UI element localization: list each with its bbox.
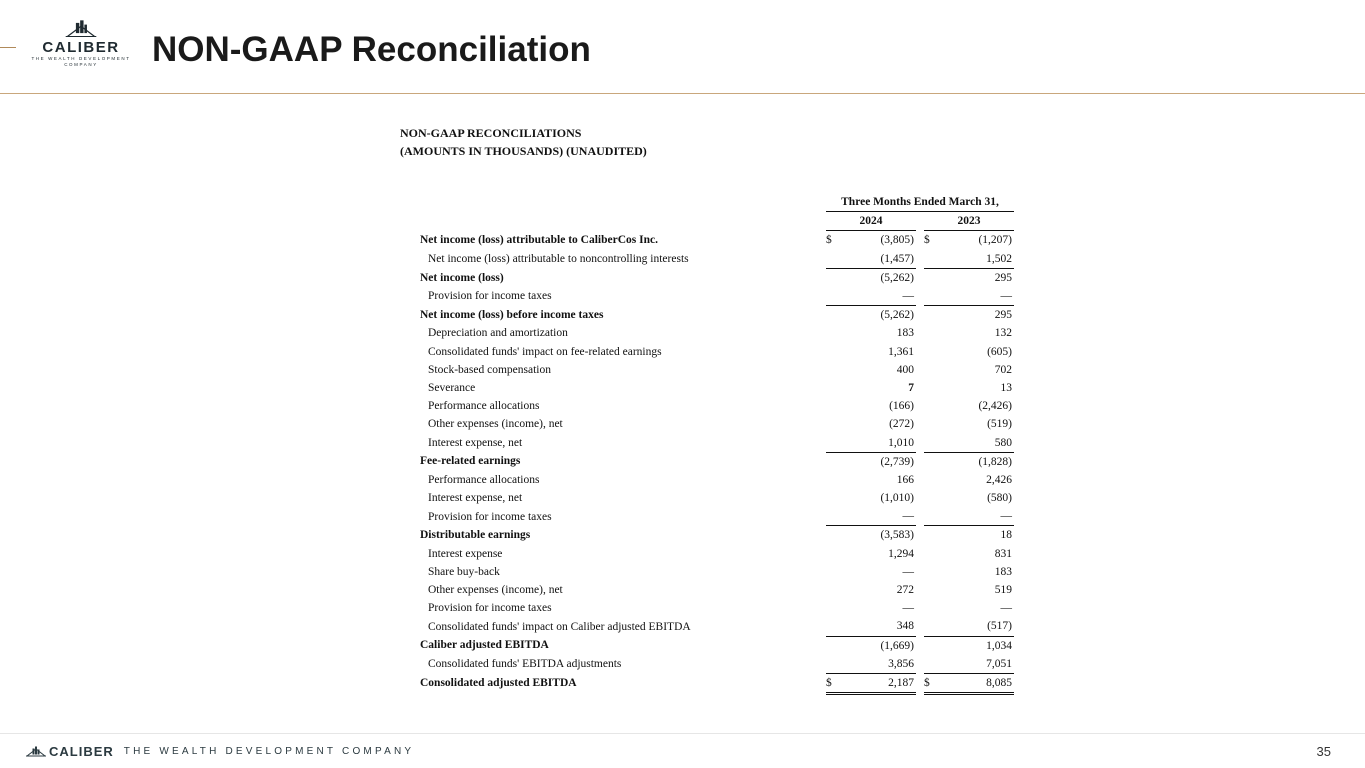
currency-symbol — [826, 287, 838, 306]
header-divider — [0, 93, 1365, 94]
value-2024: 166 — [896, 473, 914, 486]
value-2023: (2,426) — [978, 400, 1012, 413]
row-label: Interest expense, net — [428, 492, 523, 505]
currency-symbol — [826, 397, 838, 415]
footer-tagline: THE WEALTH DEVELOPMENT COMPANY — [123, 745, 415, 757]
currency-symbol — [924, 636, 936, 655]
row-label: Distributable earnings — [420, 529, 531, 542]
value-2023: — — [1000, 602, 1012, 615]
table-row — [418, 636, 1014, 655]
currency-symbol — [924, 471, 936, 489]
row-label: Consolidated funds' EBITDA adjustments — [428, 658, 622, 671]
value-2023: (580) — [987, 492, 1012, 505]
currency-symbol — [826, 617, 838, 636]
row-label: Provision for income taxes — [428, 510, 552, 523]
row-label: Consolidated funds' impact on fee-related earnings — [428, 345, 662, 358]
currency-symbol — [924, 563, 936, 581]
table-row — [418, 673, 1014, 693]
table-row — [418, 433, 1014, 452]
value-2024: 3,856 — [838, 655, 916, 674]
table-row — [418, 526, 1014, 545]
currency-symbol — [924, 268, 936, 287]
table-row — [418, 599, 1014, 617]
currency-symbol — [924, 489, 936, 507]
value-2023: 580 — [936, 433, 1014, 452]
value-2023: 295 — [994, 309, 1012, 322]
currency-symbol — [826, 526, 838, 545]
currency-symbol — [826, 268, 838, 287]
currency-symbol — [826, 563, 838, 581]
table-row — [418, 655, 1014, 674]
value-2024: 272 — [896, 584, 914, 597]
currency-symbol — [826, 655, 838, 674]
table-row — [418, 545, 1014, 563]
currency-symbol — [826, 452, 838, 471]
value-2023: 1,502 — [936, 250, 1014, 269]
value-2024: (272) — [889, 418, 914, 431]
value-2023: 18 — [1000, 529, 1012, 542]
row-label: Performance allocations — [428, 400, 540, 413]
currency-symbol — [826, 636, 838, 655]
currency-symbol — [924, 343, 936, 361]
page-number: 35 — [1316, 744, 1331, 759]
document-subheading: (AMOUNTS IN THOUSANDS) (UNAUDITED) — [400, 144, 647, 158]
reconciliation-table — [418, 193, 1014, 695]
value-2023: (1,828) — [978, 455, 1012, 468]
table-row — [418, 250, 1014, 269]
table-row — [418, 563, 1014, 581]
currency-symbol — [924, 581, 936, 599]
value-2024: (1,010) — [880, 492, 914, 505]
table-row — [418, 379, 1014, 397]
table-row — [418, 287, 1014, 306]
currency-symbol — [826, 599, 838, 617]
value-2024: 1,294 — [888, 547, 914, 560]
table-row — [418, 617, 1014, 636]
reconciliation-rows — [418, 231, 1014, 694]
value-2024: (1,669) — [880, 639, 914, 652]
currency-symbol — [826, 471, 838, 489]
currency-symbol — [924, 379, 936, 397]
row-label: Net income (loss) — [420, 271, 504, 284]
value-2024: (5,262) — [880, 309, 914, 322]
currency-symbol — [924, 361, 936, 379]
currency-symbol — [826, 306, 838, 325]
currency-symbol — [924, 324, 936, 342]
footer-brand-name: CALIBER — [49, 743, 114, 759]
row-label: Caliber adjusted EBITDA — [420, 639, 549, 652]
period-header: Three Months Ended March 31, — [826, 193, 1014, 212]
value-2024: 1,361 — [888, 345, 914, 358]
row-label: Other expenses (income), net — [428, 584, 563, 597]
currency-symbol: $ — [826, 234, 832, 247]
value-2023: 702 — [994, 363, 1012, 376]
value-2023: (517) — [936, 617, 1014, 636]
currency-symbol — [924, 545, 936, 563]
currency-symbol: $ — [924, 673, 936, 693]
row-label: Provision for income taxes — [428, 290, 552, 303]
value-2024: 1,010 — [838, 433, 916, 452]
row-label: Consolidated adjusted EBITDA — [420, 677, 577, 690]
currency-symbol — [924, 250, 936, 269]
value-2024: 2,187 — [838, 673, 916, 693]
currency-symbol: $ — [924, 234, 930, 247]
currency-symbol — [826, 433, 838, 452]
value-2023: 8,085 — [936, 673, 1014, 693]
value-2023: 7,051 — [936, 655, 1014, 674]
value-2024: 7 — [908, 381, 914, 394]
currency-symbol — [924, 617, 936, 636]
table-row — [418, 324, 1014, 342]
value-2024: (3,805) — [880, 234, 914, 247]
value-2023: 519 — [994, 584, 1012, 597]
table-row — [418, 452, 1014, 471]
currency-symbol: $ — [826, 673, 838, 693]
value-2023: 183 — [994, 565, 1012, 578]
currency-symbol — [924, 655, 936, 674]
value-2023: — — [936, 287, 1014, 306]
value-2024: 183 — [896, 327, 914, 340]
currency-symbol — [826, 250, 838, 269]
table-row — [418, 231, 1014, 250]
value-2024: — — [838, 507, 916, 526]
year-2023-header: 2023 — [924, 212, 1014, 231]
value-2024: (166) — [889, 400, 914, 413]
row-label: Fee-related earnings — [420, 455, 521, 468]
value-2023: 295 — [994, 271, 1012, 284]
value-2024: — — [838, 287, 916, 306]
currency-symbol — [924, 397, 936, 415]
table-row — [418, 507, 1014, 526]
header-accent-line — [0, 47, 16, 48]
currency-symbol — [924, 526, 936, 545]
value-2024: (3,583) — [880, 529, 914, 542]
footer-divider — [0, 733, 1365, 734]
row-label: Net income (loss) before income taxes — [420, 308, 604, 321]
row-label: Stock-based compensation — [428, 363, 551, 376]
currency-symbol — [826, 581, 838, 599]
row-label: Other expenses (income), net — [428, 418, 563, 431]
currency-symbol — [826, 489, 838, 507]
value-2024: 348 — [838, 617, 916, 636]
currency-symbol — [924, 287, 936, 306]
row-label: Consolidated funds' impact on Caliber adjusted EBITDA — [428, 620, 691, 633]
page-title: NON-GAAP Reconciliation — [152, 30, 591, 69]
currency-symbol — [924, 415, 936, 433]
year-2024-header: 2024 — [826, 212, 916, 231]
row-label: Share buy-back — [428, 565, 500, 578]
value-2023: (1,207) — [978, 234, 1012, 247]
currency-symbol — [826, 545, 838, 563]
row-label: Net income (loss) attributable to CaliberCos Inc. — [420, 234, 658, 247]
value-2023: 132 — [994, 327, 1012, 340]
value-2024: (1,457) — [838, 250, 916, 269]
row-label: Interest expense — [428, 547, 503, 560]
value-2023: 2,426 — [986, 473, 1012, 486]
currency-symbol — [924, 599, 936, 617]
table-row — [418, 343, 1014, 361]
value-2024: — — [902, 565, 914, 578]
logo-wordmark: CALIBER — [42, 39, 120, 56]
value-2023: (605) — [987, 345, 1012, 358]
caliber-building-icon — [26, 744, 46, 758]
value-2023: 13 — [1000, 381, 1012, 394]
table-row — [418, 471, 1014, 489]
currency-symbol — [924, 433, 936, 452]
currency-symbol — [826, 415, 838, 433]
value-2023: 1,034 — [986, 639, 1012, 652]
currency-symbol — [826, 379, 838, 397]
currency-symbol — [826, 343, 838, 361]
document-heading: NON-GAAP RECONCILIATIONS — [400, 126, 582, 140]
row-label: Performance allocations — [428, 473, 540, 486]
value-2023: (519) — [987, 418, 1012, 431]
currency-symbol — [924, 306, 936, 325]
value-2024: (2,739) — [880, 455, 914, 468]
logo-tagline: THE WEALTH DEVELOPMENT COMPANY — [31, 56, 131, 67]
table-row — [418, 361, 1014, 379]
currency-symbol — [826, 507, 838, 526]
currency-symbol — [826, 361, 838, 379]
value-2024: 400 — [896, 363, 914, 376]
row-label: Severance — [428, 381, 476, 394]
currency-symbol — [924, 452, 936, 471]
caliber-building-icon — [64, 18, 98, 38]
value-2024: (5,262) — [880, 271, 914, 284]
table-row — [418, 415, 1014, 433]
currency-symbol — [924, 507, 936, 526]
table-row — [418, 489, 1014, 507]
table-row — [418, 268, 1014, 287]
value-2023: — — [936, 507, 1014, 526]
value-2023: 831 — [994, 547, 1012, 560]
row-label: Depreciation and amortization — [428, 327, 568, 340]
footer-brand-bar — [26, 743, 414, 759]
row-label: Provision for income taxes — [428, 602, 552, 615]
table-row — [418, 306, 1014, 325]
reconciliation-document — [400, 124, 1020, 160]
caliber-logo — [24, 18, 138, 68]
table-row — [418, 581, 1014, 599]
table-row — [418, 397, 1014, 415]
value-2024: — — [902, 602, 914, 615]
row-label: Interest expense, net — [428, 436, 523, 449]
currency-symbol — [826, 324, 838, 342]
row-label: Net income (loss) attributable to noncontrolling interests — [428, 252, 689, 265]
